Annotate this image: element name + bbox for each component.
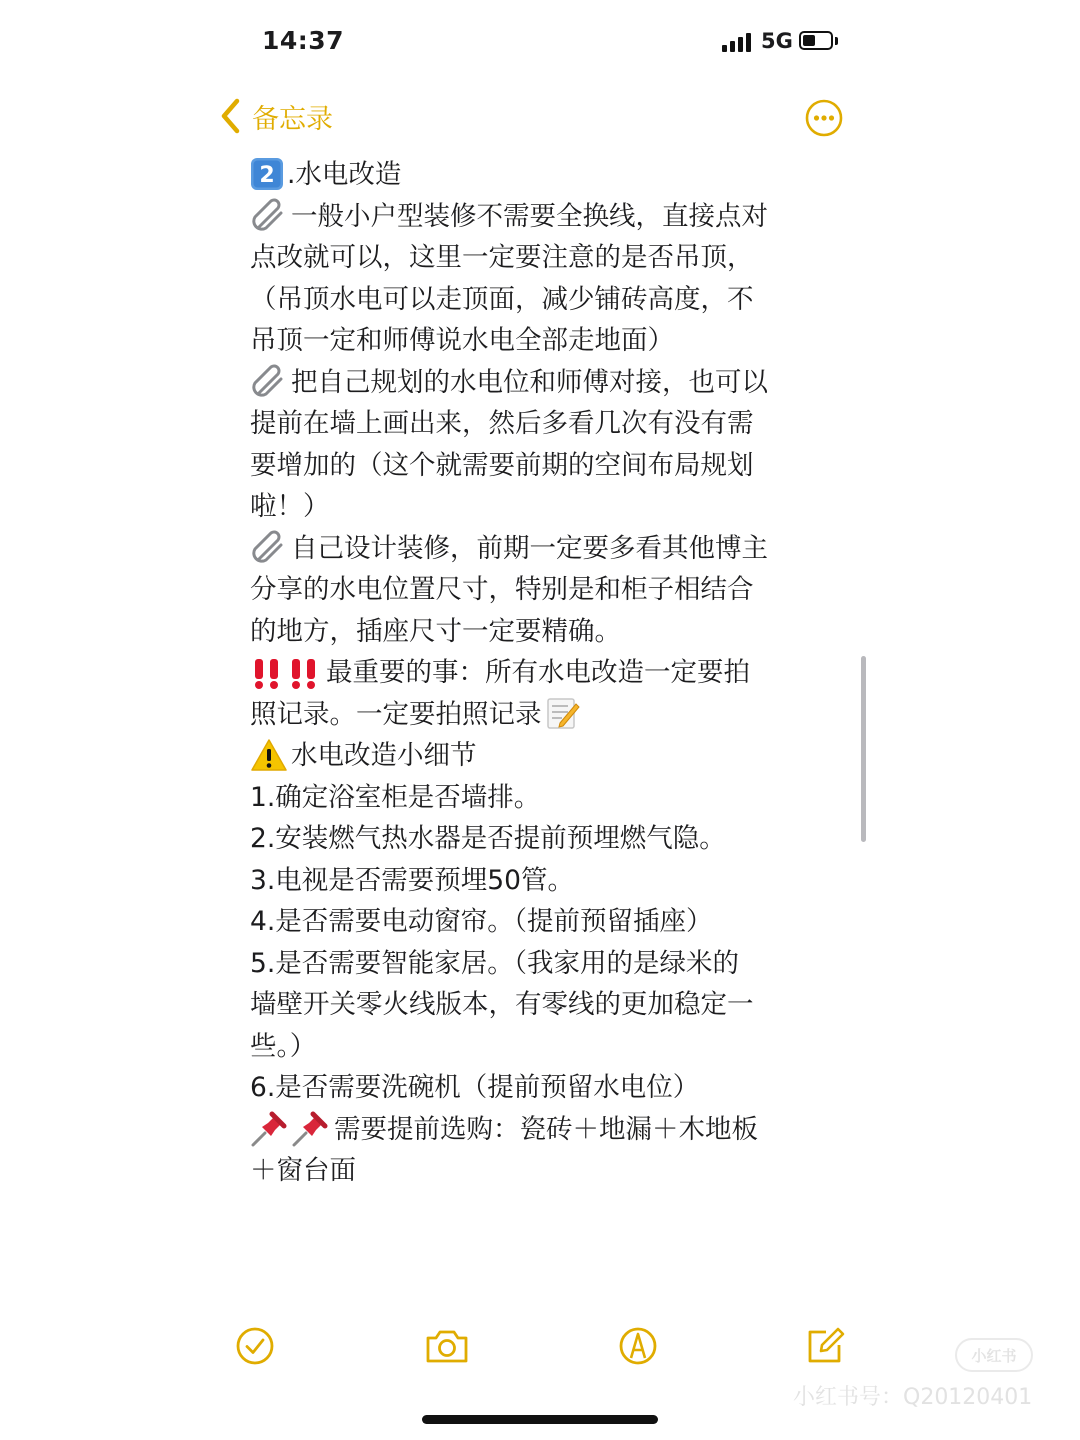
note-line	[250, 1026, 830, 1068]
nav-bar	[0, 90, 1080, 150]
note-line	[250, 1109, 830, 1151]
note-line	[250, 735, 830, 777]
note-line-text: 水电改造小细节	[291, 740, 477, 771]
note-line	[250, 984, 830, 1026]
note-line	[250, 528, 830, 570]
note-line-text: 墙壁开关零火线版本，有零线的更加稳定一	[250, 989, 754, 1020]
note-line-text: 分享的水电位置尺寸，特别是和柜子相结合	[250, 574, 754, 605]
note-line-text: 些。）	[250, 1030, 317, 1062]
note-line	[250, 486, 830, 528]
note-line-text: 5.是否需要智能家居。（我家用的是绿米的	[250, 947, 740, 979]
note-line-text: 提前在墙上画出来，然后多看几次有没有需	[250, 408, 754, 439]
cellular-signal-icon	[722, 32, 754, 52]
watermark-id: 小红书号：Q20120401	[793, 1385, 1033, 1410]
camera-button[interactable]	[424, 1325, 470, 1367]
note-body[interactable]	[250, 154, 830, 1192]
markup-button[interactable]	[617, 1325, 659, 1367]
note-line-text: 照记录。一定要拍照记录	[250, 698, 542, 730]
note-line-text: ＋窗台面	[250, 1155, 356, 1186]
paperclip-icon	[250, 530, 288, 566]
note-line	[250, 777, 830, 819]
note-line	[250, 652, 830, 694]
note-line	[250, 818, 830, 860]
keycap-2-icon	[250, 157, 284, 193]
note-line-text: 吊顶一定和师傅说水电全部走地面）	[250, 325, 674, 356]
home-indicator[interactable]	[422, 1415, 658, 1424]
note-line	[250, 237, 830, 279]
note-line-text: 3.电视是否需要预埋50管。	[250, 864, 575, 896]
note-line	[250, 320, 830, 362]
note-line-text: 6.是否需要洗碗机（提前预留水电位）	[250, 1072, 700, 1103]
note-line	[250, 569, 830, 611]
note-line	[250, 403, 830, 445]
note-line-text: 点改就可以，这里一定要注意的是否吊顶，	[250, 242, 754, 273]
chevron-left-icon	[218, 96, 244, 136]
warning-icon	[250, 738, 288, 774]
checklist-button[interactable]	[234, 1325, 276, 1367]
more-options-button[interactable]	[805, 99, 843, 137]
pushpin-icon	[250, 1111, 288, 1147]
back-label: 备忘录	[252, 103, 333, 135]
note-line	[250, 901, 830, 943]
double-exclamation-icon	[287, 655, 321, 691]
status-time: 14:37	[262, 26, 345, 55]
note-line	[250, 860, 830, 902]
note-line	[250, 611, 830, 653]
battery-tip	[835, 37, 838, 45]
scroll-indicator[interactable]	[861, 656, 866, 842]
note-line-text: 把自己规划的水电位和师傅对接，也可以	[291, 366, 768, 398]
note-line-text: 最重要的事：所有水电改造一定要拍	[326, 657, 750, 688]
note-line-text: 需要提前选购：瓷砖＋地漏＋木地板	[334, 1113, 758, 1145]
battery-icon	[799, 31, 833, 50]
note-line-text: 1.确定浴室柜是否墙排。	[250, 781, 541, 813]
pushpin-icon	[291, 1111, 329, 1147]
note-line	[250, 196, 830, 238]
compose-button[interactable]	[804, 1325, 846, 1367]
memo-pencil-icon	[546, 696, 580, 732]
back-button[interactable]	[218, 96, 333, 136]
note-line	[250, 694, 830, 736]
note-line-text: .水电改造	[287, 159, 402, 190]
network-type: 5G	[761, 29, 793, 53]
paperclip-icon	[250, 198, 288, 234]
note-line	[250, 1150, 830, 1192]
svg-text:2: 2	[259, 162, 275, 188]
paperclip-icon	[250, 364, 288, 400]
note-line	[250, 362, 830, 404]
note-line	[250, 445, 830, 487]
status-bar	[0, 0, 1080, 80]
note-line-text: （吊顶水电可以走顶面，减少铺砖高度，不	[250, 283, 754, 315]
note-line-text: 4.是否需要电动窗帘。（提前预留插座）	[250, 906, 713, 937]
note-line-text: 的地方，插座尺寸一定要精确。	[250, 615, 621, 647]
note-line-text: 自己设计装修，前期一定要多看其他博主	[291, 532, 768, 564]
note-line-text: 2.安装燃气热水器是否提前预埋燃气隐。	[250, 823, 726, 854]
note-line	[250, 279, 830, 321]
double-exclamation-icon	[250, 655, 284, 691]
note-line	[250, 943, 830, 985]
note-line	[250, 1067, 830, 1109]
watermark-badge: 小红书	[955, 1338, 1033, 1372]
note-line	[250, 154, 830, 196]
note-line-text: 啦！）	[250, 491, 330, 522]
note-line-text: 一般小户型装修不需要全换线，直接点对	[291, 200, 768, 232]
note-line-text: 要增加的（这个就需要前期的空间布局规划	[250, 449, 754, 481]
